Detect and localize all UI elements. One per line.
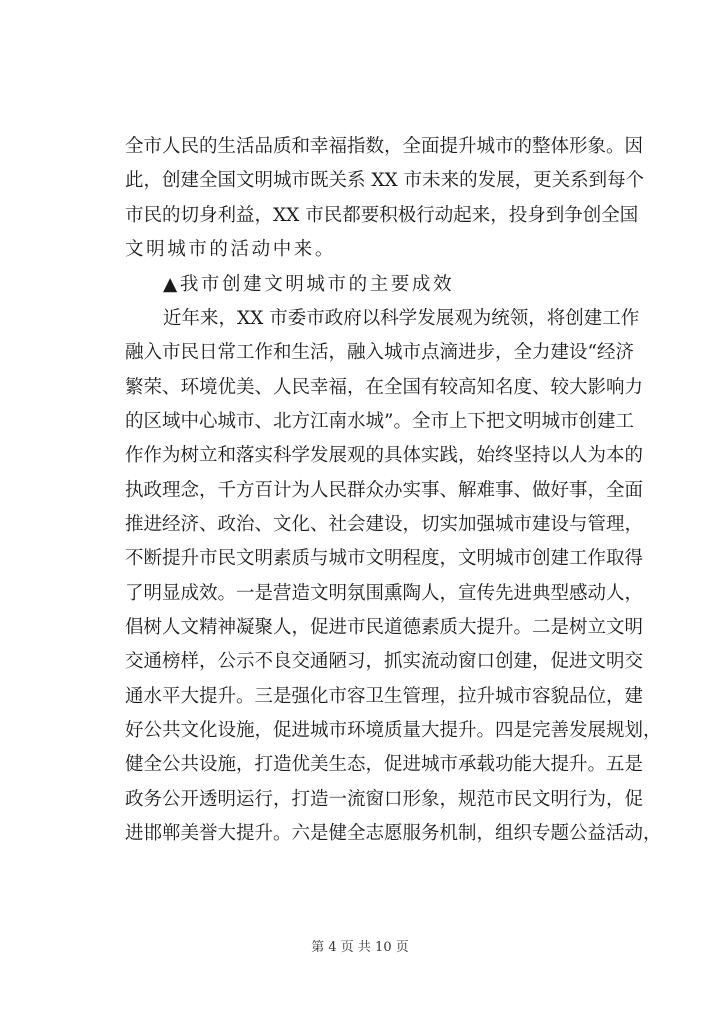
paragraph-line: 作作为树立和落实科学发展观的具体实践，始终坚持以人为本的 [125, 445, 644, 466]
page-number-footer: 第 4 页 共 10 页 [311, 940, 409, 955]
paragraph-line: 执政理念，千方百计为人民群众办实事、解难事、做好事，全面 [125, 480, 644, 501]
paragraph-line: 通水平大提升。三是强化市容卫生管理，拉升城市容貌品位，建 [125, 686, 644, 707]
paragraph-line: 全市人民的生活品质和幸福指数，全面提升城市的整体形象。因 [125, 136, 644, 157]
paragraph-line: 健全公共设施，打造优美生态，促进城市承载功能大提升。五是 [125, 754, 644, 775]
paragraph-line: 政务公开透明运行，打造一流窗口形象，规范市民文明行为，促 [125, 789, 644, 810]
paragraph-line: 市民的切身利益，XX 市民都要积极行动起来，投身到争创全国 [125, 205, 639, 226]
paragraph-line: 不断提升市民文明素质与城市文明程度，文明城市创建工作取得 [125, 548, 644, 569]
paragraph-line: 了明显成效。一是营造文明氛围熏陶人，宣传先进典型感动人， [125, 583, 644, 604]
section-heading: ▲我市创建文明城市的主要成效 [163, 274, 455, 295]
paragraph-line: 好公共文化设施，促进城市环境质量大提升。四是完善发展规划， [125, 720, 662, 741]
paragraph-line: 推进经济、政治、文化、社会建设，切实加强城市建设与管理， [125, 514, 644, 535]
paragraph-line: 的区域中心城市、北方江南水城”。全市上下把文明城市创建工 [125, 411, 634, 432]
paragraph-line: 文明城市的活动中来。 [125, 239, 337, 260]
paragraph-line: 近年来，XX 市委市政府以科学发展观为统领，将创建工作 [163, 308, 640, 329]
paragraph-line: 进邯郸美誉大提升。六是健全志愿服务机制，组织专题公益活动， [125, 823, 662, 844]
paragraph-line: 交通榜样，公示不良交通陋习，抓实流动窗口创建，促进文明交 [125, 651, 644, 672]
paragraph-line: 此，创建全国文明城市既关系 XX 市未来的发展，更关系到每个 [125, 170, 645, 191]
paragraph-line: 融入市民日常工作和生活，融入城市点滴进步，全力建设“经济 [125, 342, 634, 363]
paragraph-line: 倡树人文精神凝聚人，促进市民道德素质大提升。二是树立文明 [125, 617, 644, 638]
paragraph-line: 繁荣、环境优美、人民幸福，在全国有较高知名度、较大影响力 [125, 377, 644, 398]
